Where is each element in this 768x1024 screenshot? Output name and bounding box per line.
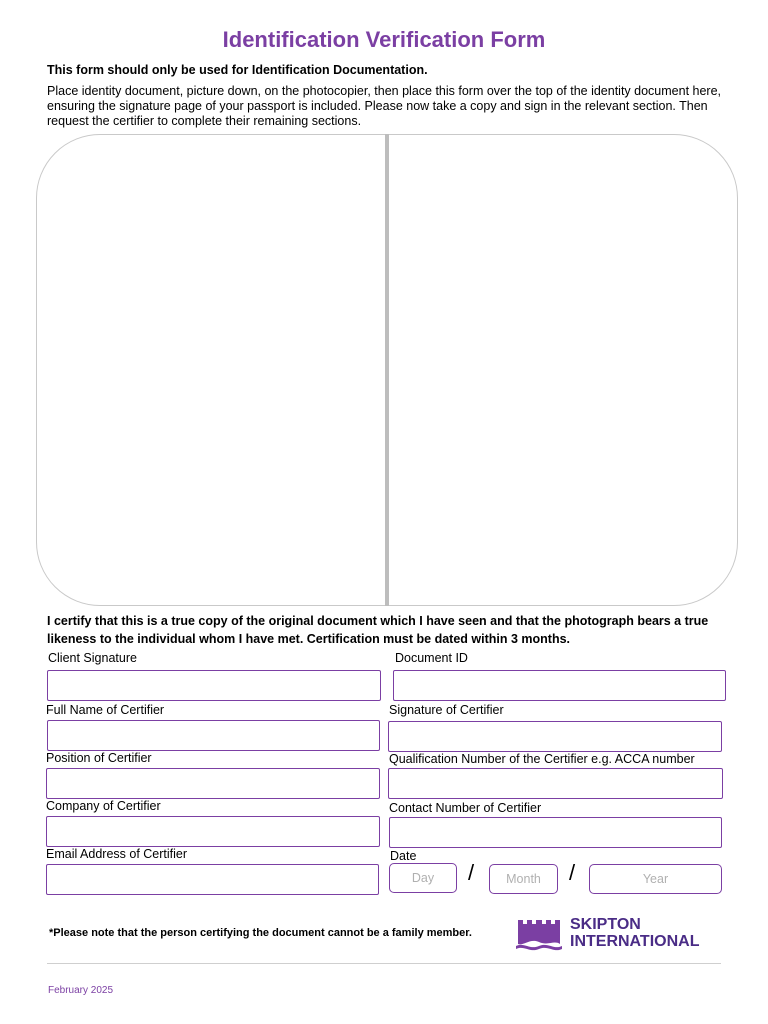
- date-day-field[interactable]: Day: [389, 863, 457, 893]
- document-id-label: Document ID: [395, 651, 468, 665]
- castle-icon: [514, 916, 564, 952]
- logo-line-1: SKIPTON: [570, 916, 641, 933]
- full-name-label: Full Name of Certifier: [46, 703, 165, 717]
- contact-label: Contact Number of Certifier: [389, 801, 542, 815]
- instructions-text: Place identity document, picture down, on the photocopier, then place this form over the top of the identity document here, ensuring the signature page of your passport is included. Please now take a copy and sign in the relevant section. Then request the certifier to complete their remaining sections.: [47, 84, 722, 128]
- company-field[interactable]: [46, 816, 380, 847]
- footer-date: February 2025: [48, 985, 114, 996]
- contact-field[interactable]: [389, 817, 722, 848]
- position-field[interactable]: [46, 768, 380, 799]
- certification-statement: I certify that this is a true copy of the original document which I have seen and that the photograph bears a true likeness to the individual whom I have met. Certification must be dated within 3 months.: [47, 614, 709, 646]
- document-area-divider: [385, 134, 389, 606]
- date-label: Date: [390, 849, 417, 863]
- date-year-field[interactable]: Year: [589, 864, 722, 894]
- position-label: Position of Certifier: [46, 751, 152, 765]
- date-separator: /: [468, 860, 475, 885]
- qualification-field[interactable]: [388, 768, 723, 799]
- signature-certifier-label: Signature of Certifier: [389, 703, 504, 717]
- footer-divider: [47, 963, 721, 964]
- family-member-note: *Please note that the person certifying the document cannot be a family member.: [49, 927, 472, 939]
- skipton-logo: [514, 914, 714, 956]
- company-label: Company of Certifier: [46, 799, 161, 813]
- email-label: Email Address of Certifier: [46, 847, 188, 861]
- qualification-label: Qualification Number of the Certifier e.g. ACCA number: [389, 752, 695, 766]
- full-name-field[interactable]: [47, 720, 380, 751]
- date-month-field[interactable]: Month: [489, 864, 558, 894]
- email-field[interactable]: [46, 864, 379, 895]
- signature-certifier-field[interactable]: [388, 721, 722, 752]
- document-id-field[interactable]: [393, 670, 726, 701]
- logo-line-2: INTERNATIONAL: [570, 933, 700, 950]
- date-separator: /: [569, 860, 576, 885]
- form-subtitle: This form should only be used for Identification Documentation.: [47, 63, 428, 77]
- client-signature-label: Client Signature: [48, 651, 137, 665]
- client-signature-field[interactable]: [47, 670, 381, 701]
- form-title: Identification Verification Form: [222, 27, 546, 52]
